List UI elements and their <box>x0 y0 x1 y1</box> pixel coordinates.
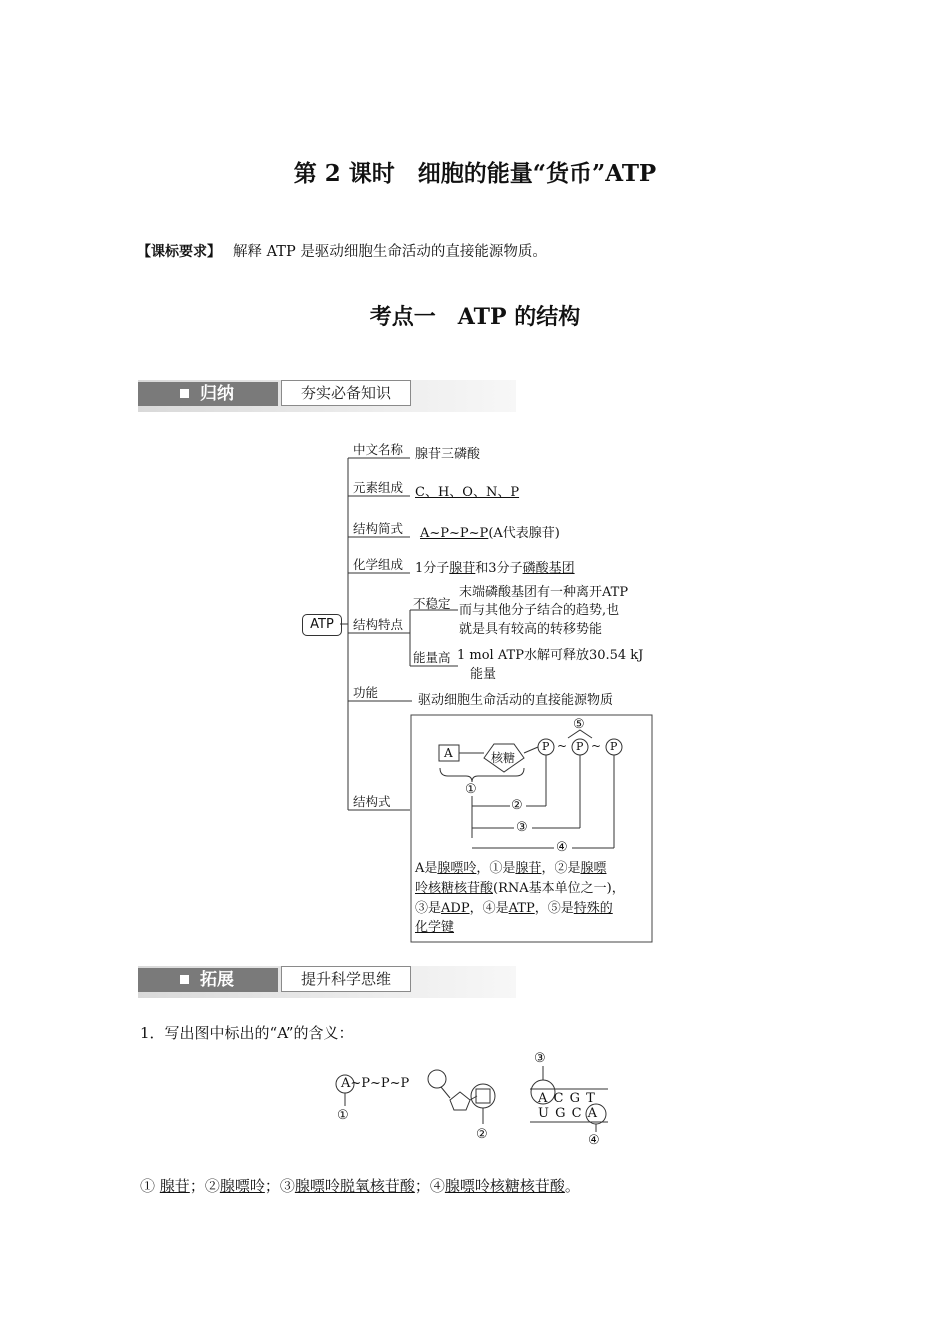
ans-u2: 腺嘌呤 <box>219 1177 265 1195</box>
struct-ribose: 核糖 <box>491 751 516 765</box>
struct-n5: ⑤ <box>573 717 585 732</box>
banner-label: 拓展 <box>200 970 234 990</box>
desc-1b: ，①是 <box>476 861 516 876</box>
sub-label-high-energy: 能量高 <box>413 650 451 665</box>
ans-u1: 腺苷 <box>159 1177 190 1195</box>
branch-label-features: 结构特点 <box>353 617 404 632</box>
ans-s3: ；④ <box>414 1177 445 1195</box>
fig3-number-top: ③ <box>534 1051 546 1066</box>
struct-n3: ③ <box>516 820 528 835</box>
high-energy-line-2: 能量 <box>470 667 497 682</box>
branch-label-elements: 元素组成 <box>353 480 404 495</box>
composition-pre: 1分子 <box>415 561 450 576</box>
struct-n4: ④ <box>556 840 568 855</box>
ans-s2: ；③ <box>264 1177 295 1195</box>
branch-label-structure: 结构式 <box>353 794 391 809</box>
ans-p1: ① <box>140 1177 156 1195</box>
desc-line-2 <box>415 880 625 898</box>
banner-summary <box>138 380 516 412</box>
struct-n2: ② <box>511 798 523 813</box>
desc-1c: ，②是 <box>541 861 581 876</box>
ans-s1: ；② <box>189 1177 220 1195</box>
desc-1u3: 腺嘌 <box>580 861 607 876</box>
composition-mid: 和3分子 <box>475 561 523 576</box>
desc-3u2: ATP <box>508 901 535 916</box>
fig1-number: ① <box>337 1108 349 1123</box>
question-1: 1．写出图中标出的“A”的含义： <box>140 1024 354 1042</box>
branch-label-name: 中文名称 <box>353 442 404 457</box>
desc-3u3: 特殊的 <box>573 901 613 916</box>
fig3-rna-strand: U G C A <box>538 1106 599 1121</box>
requirement-text: 解释 ATP 是驱动细胞生命活动的直接能源物质。 <box>233 244 547 260</box>
composition-adenosine: 腺苷 <box>449 561 476 576</box>
ans-u3: 腺嘌呤脱氧核苷酸 <box>294 1177 415 1195</box>
formula-note: (A代表腺苷) <box>488 526 560 541</box>
struct-p2: P <box>576 740 584 753</box>
atp-concept-map <box>300 432 660 947</box>
branch-label-composition: 化学组成 <box>353 557 404 572</box>
sub-label-unstable: 不稳定 <box>413 596 451 611</box>
fig3-dna-strand: A C G T <box>538 1091 596 1106</box>
branch-value-function: 驱动细胞生命活动的直接能源物质 <box>418 693 614 708</box>
branch-value-elements: C、H、O、N、P <box>415 485 520 500</box>
desc-line-4 <box>415 919 454 937</box>
desc-2rest: (RNA基本单位之一)， <box>493 881 625 896</box>
tilde-1: ~ <box>557 739 568 753</box>
desc-line-1 <box>415 860 606 878</box>
desc-line-3 <box>415 900 613 918</box>
square-icon <box>180 389 189 398</box>
answer-1 <box>140 1175 580 1196</box>
branch-label-function: 功能 <box>353 685 379 700</box>
desc-2u: 呤核糖核苷酸 <box>415 881 494 896</box>
ans-u4: 腺嘌呤核糖核苷酸 <box>444 1177 565 1195</box>
high-energy-line-1: 1 mol ATP水解可释放30.54 kJ <box>457 648 644 663</box>
banner-subtitle: 夯实必备知识 <box>281 380 411 406</box>
formula-underlined: A~P~P~P <box>420 526 489 541</box>
branch-value-composition <box>415 560 575 578</box>
atp-root-node: ATP <box>302 614 342 636</box>
banner-extension <box>138 966 516 998</box>
desc-3c: ，⑤是 <box>534 901 574 916</box>
composition-phosphate: 磷酸基团 <box>522 561 575 576</box>
page-title: 第 2 课时 细胞的能量“货币”ATP <box>293 160 657 187</box>
course-requirement <box>137 240 547 261</box>
desc-1u1: 腺嘌呤 <box>437 861 477 876</box>
struct-a: A <box>444 746 453 760</box>
unstable-line-1: 末端磷酸基团有一种离开ATP <box>459 585 629 600</box>
branch-value-formula <box>420 525 560 543</box>
struct-n1: ① <box>465 782 477 797</box>
struct-p1: P <box>542 740 550 753</box>
desc-1a: A是 <box>415 861 438 876</box>
ans-end: 。 <box>564 1177 580 1195</box>
desc-3b: ，④是 <box>469 901 509 916</box>
struct-p3: P <box>610 740 618 753</box>
requirement-label: 【课标要求】 <box>137 244 221 260</box>
desc-4u: 化学键 <box>415 920 455 935</box>
section-title: 考点一 ATP 的结构 <box>369 304 581 330</box>
branch-label-formula: 结构简式 <box>353 521 404 536</box>
branch-value-name: 腺苷三磷酸 <box>415 447 481 462</box>
unstable-line-3: 就是具有较高的转移势能 <box>459 622 603 637</box>
desc-1u2: 腺苷 <box>515 861 542 876</box>
banner-subtitle: 提升科学思维 <box>281 966 411 992</box>
desc-3a: ③是 <box>415 901 442 916</box>
banner-label: 归纳 <box>200 384 234 404</box>
fig1-formula: A~P~P~P <box>341 1076 410 1091</box>
question-figure <box>330 1052 620 1152</box>
desc-3u1: ADP <box>441 901 470 916</box>
fig3-number-bottom: ④ <box>588 1133 600 1148</box>
tilde-2: ~ <box>591 739 602 753</box>
fig2-number: ② <box>476 1127 488 1142</box>
square-icon <box>180 975 189 984</box>
unstable-line-2: 而与其他分子结合的趋势,也 <box>459 603 620 618</box>
